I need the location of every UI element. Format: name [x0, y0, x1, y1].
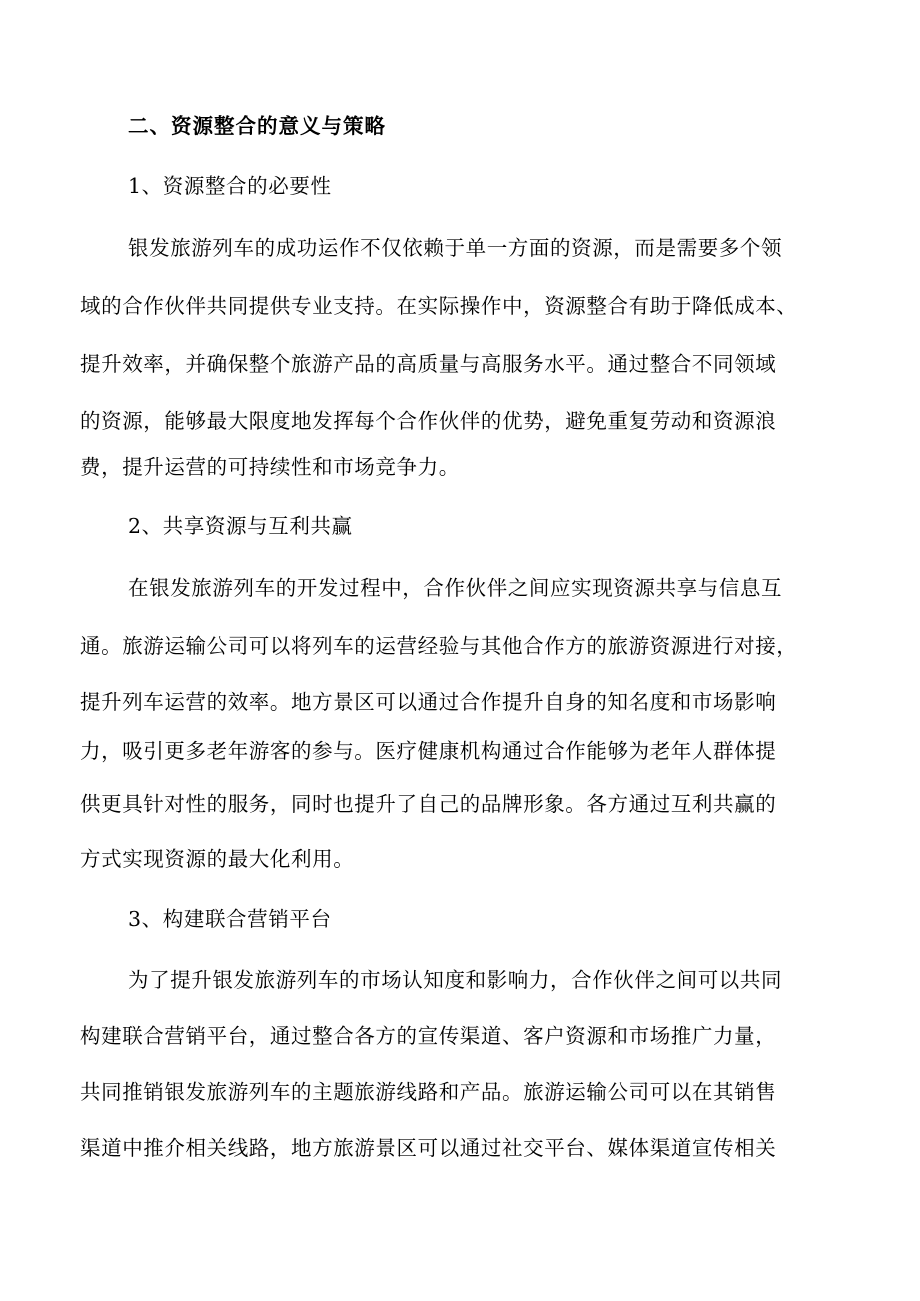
- paragraph-line: 供更具针对性的服务，同时也提升了自己的品牌形象。各方通过互利共赢的: [80, 792, 777, 816]
- subsection-title: 2、共享资源与互利共赢: [128, 514, 353, 538]
- paragraph-line: 的资源，能够最大限度地发挥每个合作伙伴的优势，避免重复劳动和资源浪: [80, 409, 777, 433]
- paragraph-line: 提升效率，并确保整个旅游产品的高质量与高服务水平。通过整合不同领域: [80, 352, 777, 376]
- paragraph-line: 域的合作伙伴共同提供专业支持。在实际操作中，资源整合有助于降低成本、: [80, 294, 798, 318]
- paragraph-line: 费，提升运营的可持续性和市场竞争力。: [80, 455, 460, 479]
- paragraph-line: 银发旅游列车的成功运作不仅依赖于单一方面的资源，而是需要多个领: [128, 236, 783, 260]
- paragraph-line: 力，吸引更多老年游客的参与。医疗健康机构通过合作能够为老年人群体提: [80, 739, 777, 763]
- section-title: 二、资源整合的意义与策略: [128, 114, 386, 138]
- subsection-title: 1、资源整合的必要性: [128, 174, 332, 198]
- paragraph-line: 在银发旅游列车的开发过程中，合作伙伴之间应实现资源共享与信息互: [128, 576, 783, 600]
- subsection-title: 3、构建联合营销平台: [128, 907, 332, 931]
- paragraph-line: 共同推销银发旅游列车的主题旅游线路和产品。旅游运输公司可以在其销售: [80, 1080, 777, 1104]
- paragraph-line: 通。旅游运输公司可以将列车的运营经验与其他合作方的旅游资源进行对接，: [80, 634, 798, 658]
- paragraph-line: 构建联合营销平台，通过整合各方的宣传渠道、客户资源和市场推广力量，: [80, 1024, 777, 1048]
- paragraph-line: 方式实现资源的最大化利用。: [80, 847, 355, 871]
- paragraph-line: 提升列车运营的效率。地方景区可以通过合作提升自身的知名度和市场影响: [80, 690, 777, 714]
- paragraph-line: 为了提升银发旅游列车的市场认知度和影响力，合作伙伴之间可以共同: [128, 968, 783, 992]
- paragraph-line: 渠道中推介相关线路，地方旅游景区可以通过社交平台、媒体渠道宣传相关: [80, 1136, 777, 1160]
